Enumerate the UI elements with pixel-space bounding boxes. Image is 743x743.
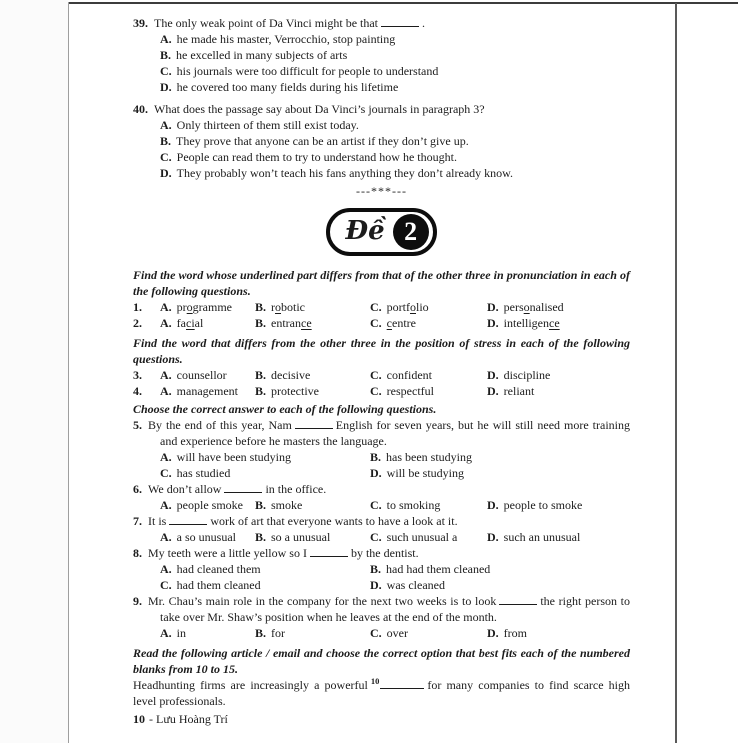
page-content [133,15,630,709]
question-9-text: 9. Mr. Chau’s main role in the company for the next two weeks is to look the right person to take over Mr. Shaw’s position when he leaves at the end of the month. [133,594,630,624]
page-left-margin [0,0,68,743]
option-d: D. discipline [487,368,551,382]
option-b: B. entrance [255,316,312,330]
option-b: B. for [255,626,286,640]
option-c: C. had them cleaned [160,578,261,592]
answer-blank [224,490,262,493]
page-border-top [68,2,738,4]
answer-blank [380,686,424,689]
question-8-options [133,561,630,593]
option-a: A. counsellor [160,368,227,382]
question-39-text: 39. The only weak point of Da Vinci might be that . [133,16,426,30]
option-a: A. programme [160,300,232,314]
question-5-options [133,449,630,481]
blank-number: 10 [370,676,380,686]
option-a: A. people smoke [160,498,243,512]
option-d: D. will be studying [370,466,465,480]
option-b: B. so a unusual [255,530,331,544]
option-d: D. from [487,626,527,640]
page-footer [133,711,228,727]
option-d: D. personalised [487,300,564,314]
question-number: 1. [133,300,142,314]
question-7-text: 7. It is work of art that everyone wants to have a look at it. [133,514,458,528]
reading-passage: Headhunting firms are increasingly a powerful $^{10}$ for many companies to find scarce high level professionals. [133,676,631,708]
option-b: B. has been studying [370,450,473,464]
option-c: C. has studied [160,466,231,480]
option-d: D. intelligence [487,316,560,330]
option-c: C. People can read them to try to understand how he thought. [160,150,457,164]
option-c: C. portfolio [370,300,429,314]
question-number: 3. [133,368,142,382]
question-number: 2. [133,316,142,330]
question-7-options [133,529,630,545]
option-c: C. his journals were too difficult for people to understand [160,64,439,78]
option-a: A. a so unusual [160,530,236,544]
option-b: B. had had them cleaned [370,562,491,576]
option-d: D. reliant [487,384,535,398]
question-number: 7. [133,514,142,528]
question-6-text: 6. We don’t allow in the office. [133,482,327,496]
question-number: 9. [133,594,142,608]
option-c: C. centre [370,316,416,330]
option-c: C. confident [370,368,432,382]
option-a: A. will have been studying [160,450,291,464]
section-separator: ---***--- [356,184,407,198]
option-d: D. people to smoke [487,498,583,512]
answer-blank [310,554,348,557]
page-border-right [675,3,677,743]
book-author: - Lưu Hoàng Trí [146,712,228,726]
option-d: D. such an unusual [487,530,581,544]
question-number: 6. [133,482,142,496]
option-b: B. smoke [255,498,303,512]
question-39 [133,15,630,95]
badge-number: 2 [404,217,418,246]
answer-blank [169,522,207,525]
question-4-row [133,383,630,399]
option-b: B. robotic [255,300,306,314]
badge-number-circle [393,214,429,250]
option-a: A. he made his master, Verrocchio, stop painting [160,32,396,46]
question-2-row [133,315,630,331]
question-number: 8. [133,546,142,560]
option-a: A. had cleaned them [160,562,261,576]
question-number: 39. [133,16,148,30]
option-b: B. They prove that anyone can be an artist if they don’t give up. [160,134,469,148]
option-d: D. They probably won’t teach his fans anything they don’t already know. [160,166,514,180]
answer-blank [499,602,537,605]
question-number: 5. [133,418,142,432]
option-a: A. facial [160,316,204,330]
question-40-text: 40. What does the passage say about Da Vinci’s journals in paragraph 3? [133,102,485,116]
instruction-choose: Choose the correct answer to each of the following questions. [133,402,437,416]
page-number: 10 [133,712,145,726]
question-8 [133,545,630,593]
option-b: B. protective [255,384,319,398]
instruction-pronunciation: Find the word whose underlined part differs from that of the other three in pronunciation in each of the following questions. [133,268,630,298]
option-d: D. he covered too many fields during his lifetime [160,80,399,94]
question-1-row [133,299,630,315]
option-b: B. decisive [255,368,311,382]
option-b: B. he excelled in many subjects of arts [160,48,348,62]
option-c: C. respectful [370,384,434,398]
option-c: C. over [370,626,408,640]
option-c: C. to smoking [370,498,441,512]
answer-blank [381,24,419,27]
option-c: C. such unusual a [370,530,458,544]
answer-blank [295,426,333,429]
question-5-text: 5. By the end of this year, Nam English for seven years, but he will still need more training and experience before he masters the language. [133,418,630,448]
question-40 [133,101,630,181]
instruction-stress: Find the word that differs from the other three in the position of stress in each of the following questions. [133,336,630,366]
question-9-options [133,625,630,641]
question-8-text: 8. My teeth were a little yellow so I by the dentist. [133,546,419,560]
question-6 [133,481,630,513]
test-badge-row [133,208,630,256]
option-a: A. management [160,384,238,398]
question-6-options [133,497,630,513]
option-a: A. Only thirteen of them still exist today. [160,118,359,132]
instruction-reading: Read the following article / email and choose the correct option that best fits each of the numbered blanks from 10 to 15. [133,646,630,676]
option-a: A. in [160,626,187,640]
badge-label: Đề [345,215,385,246]
question-number: 40. [133,102,148,116]
question-3-row [133,367,630,383]
page-border-left [68,2,69,743]
question-9 [133,593,630,641]
option-d: D. was cleaned [370,578,445,592]
test-badge [326,208,436,256]
question-5 [133,417,630,481]
question-number: 4. [133,384,142,398]
question-7 [133,513,630,545]
